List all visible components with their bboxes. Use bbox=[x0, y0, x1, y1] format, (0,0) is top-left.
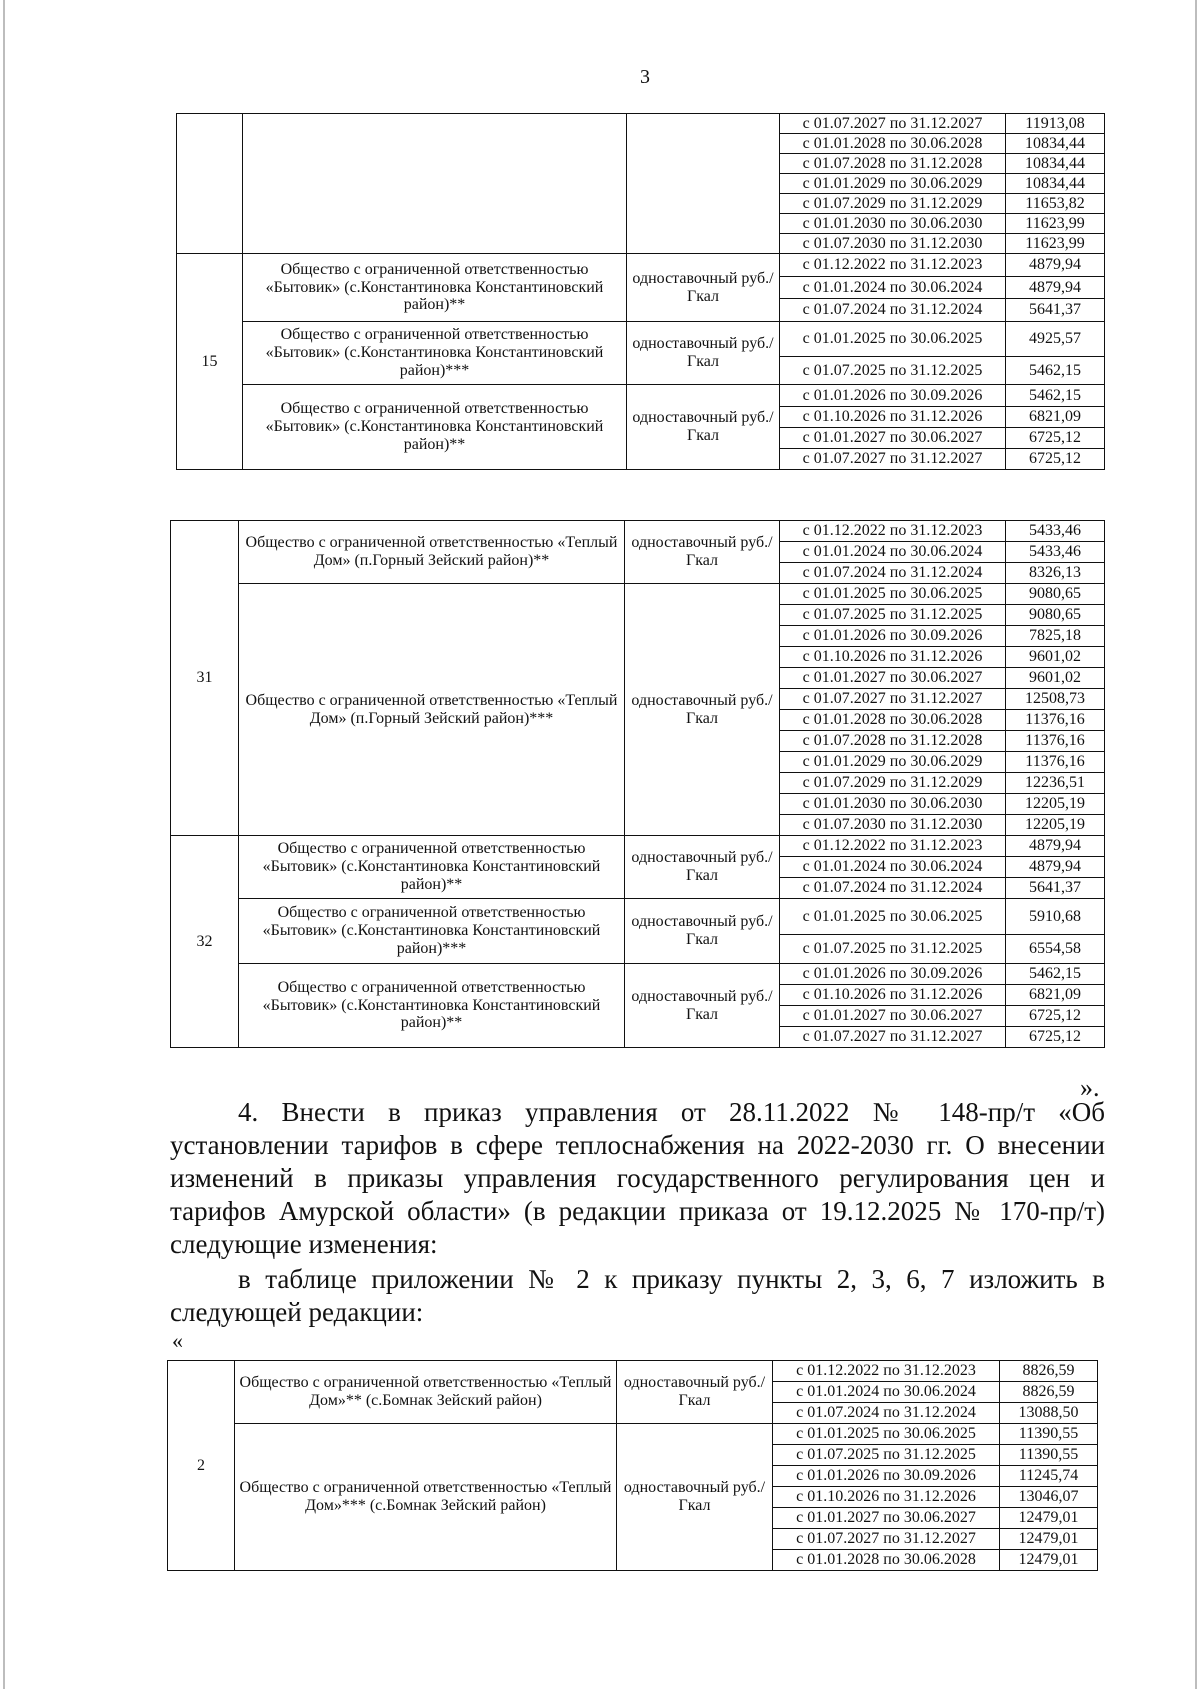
period-cell: с 01.01.2028 по 30.06.2028 bbox=[780, 134, 1006, 154]
item-number-cell: 2 bbox=[168, 1361, 235, 1571]
organization-cell: Общество с ограниченной ответственностью «Бытовик» (с.Константиновка Константиновский район)** bbox=[239, 836, 625, 899]
period-cell: с 01.07.2030 по 31.12.2030 bbox=[780, 815, 1006, 836]
tariff-value-cell: 5910,68 bbox=[1006, 899, 1105, 935]
tariff-value-cell: 5433,46 bbox=[1006, 542, 1105, 563]
period-cell: с 01.07.2024 по 31.12.2024 bbox=[773, 1403, 1000, 1424]
tariff-value-cell: 13088,50 bbox=[1000, 1403, 1098, 1424]
period-cell: с 01.01.2024 по 30.06.2024 bbox=[780, 542, 1006, 563]
tariff-value-cell: 6725,12 bbox=[1006, 1006, 1105, 1027]
closing-quote: ». bbox=[1080, 1073, 1100, 1102]
period-cell: с 01.07.2028 по 31.12.2028 bbox=[780, 731, 1006, 752]
tariff-value-cell: 4879,94 bbox=[1006, 857, 1105, 878]
period-cell: с 01.07.2024 по 31.12.2024 bbox=[780, 878, 1006, 899]
tariff-value-cell: 11390,55 bbox=[1000, 1445, 1098, 1466]
tariff-value-cell: 6725,12 bbox=[1006, 1027, 1105, 1048]
period-cell: с 01.01.2028 по 30.06.2028 bbox=[780, 710, 1006, 731]
organization-cell: Общество с ограниченной ответственностью «Бытовик» (с.Константиновка Константиновский район)** bbox=[243, 254, 627, 322]
tariff-value-cell: 12479,01 bbox=[1000, 1508, 1098, 1529]
tariff-value-cell: 5641,37 bbox=[1006, 878, 1105, 899]
table-row bbox=[177, 385, 1105, 407]
tariff-type-cell: одноставочный руб./Гкал bbox=[617, 1361, 773, 1424]
organization-cell: Общество с ограниченной ответственностью «Теплый Дом»*** (с.Бомнак Зейский район) bbox=[235, 1424, 617, 1571]
tariff-value-cell: 8826,59 bbox=[1000, 1361, 1098, 1382]
tariff-type-cell: одноставочный руб./Гкал bbox=[627, 322, 780, 385]
tariff-value-cell: 6821,09 bbox=[1006, 407, 1105, 428]
tariff-value-cell: 12479,01 bbox=[1000, 1529, 1098, 1550]
period-cell: с 01.01.2026 по 30.09.2026 bbox=[780, 385, 1006, 407]
period-cell: с 01.07.2029 по 31.12.2029 bbox=[780, 194, 1006, 214]
period-cell: с 01.01.2025 по 30.06.2025 bbox=[780, 584, 1006, 605]
tariff-value-cell: 4879,94 bbox=[1006, 836, 1105, 857]
table-row bbox=[171, 836, 1105, 857]
period-cell: с 01.12.2022 по 31.12.2023 bbox=[773, 1361, 1000, 1382]
organization-cell: Общество с ограниченной ответственностью «Бытовик» (с.Константиновка Константиновский район)** bbox=[243, 385, 627, 470]
tariff-type-cell: одноставочный руб./Гкал bbox=[627, 385, 780, 470]
table-row bbox=[168, 1424, 1098, 1445]
organization-cell bbox=[243, 114, 627, 254]
period-cell: с 01.07.2025 по 31.12.2025 bbox=[780, 935, 1006, 964]
period-cell: с 01.01.2027 по 30.06.2027 bbox=[780, 1006, 1006, 1027]
tariff-value-cell: 4879,94 bbox=[1006, 277, 1105, 299]
tariff-value-cell: 9601,02 bbox=[1006, 668, 1105, 689]
page-number: 3 bbox=[640, 66, 650, 88]
organization-cell: Общество с ограниченной ответственностью «Теплый Дом» (п.Горный Зейский район)** bbox=[239, 521, 625, 584]
period-cell: с 01.07.2027 по 31.12.2027 bbox=[780, 449, 1006, 470]
table-row bbox=[168, 1361, 1098, 1382]
tariff-value-cell: 7825,18 bbox=[1006, 626, 1105, 647]
paragraph-4: 4. Внести в приказ управления от 28.11.2022 № 148-пр/т «Об установлении тарифов в сфере теплоснабжения на 2022-2030 гг. О внесении изменений в приказы управления государственного регулирования цен и тарифов Амурской области» (в редакции приказа от 19.12.2025 № 170-пр/т) следующие изменения: bbox=[170, 1097, 1105, 1259]
tariff-value-cell: 11623,99 bbox=[1006, 234, 1105, 254]
period-cell: с 01.07.2024 по 31.12.2024 bbox=[780, 563, 1006, 584]
period-cell: с 01.01.2024 по 30.06.2024 bbox=[780, 277, 1006, 299]
period-cell: с 01.01.2026 по 30.09.2026 bbox=[780, 626, 1006, 647]
period-cell: с 01.07.2025 по 31.12.2025 bbox=[780, 357, 1006, 385]
organization-cell: Общество с ограниченной ответственностью «Бытовик» (с.Константиновка Константиновский район)*** bbox=[239, 899, 625, 964]
tariff-value-cell: 11376,16 bbox=[1006, 752, 1105, 773]
tariff-value-cell: 6725,12 bbox=[1006, 428, 1105, 449]
period-cell: с 01.12.2022 по 31.12.2023 bbox=[780, 521, 1006, 542]
tariff-table-items-31-32 bbox=[170, 520, 1105, 1048]
period-cell: с 01.01.2024 по 30.06.2024 bbox=[780, 857, 1006, 878]
tariff-value-cell: 11376,16 bbox=[1006, 731, 1105, 752]
tariff-value-cell: 5462,15 bbox=[1006, 385, 1105, 407]
tariff-value-cell: 6725,12 bbox=[1006, 449, 1105, 470]
period-cell: с 01.07.2029 по 31.12.2029 bbox=[780, 773, 1006, 794]
tariff-value-cell: 4925,57 bbox=[1006, 322, 1105, 357]
table-row bbox=[177, 322, 1105, 357]
tariff-table-continuation bbox=[176, 113, 1105, 470]
period-cell: с 01.10.2026 по 31.12.2026 bbox=[780, 985, 1006, 1006]
tariff-value-cell: 12479,01 bbox=[1000, 1550, 1098, 1571]
tariff-type-cell: одноставочный руб./Гкал bbox=[625, 964, 780, 1048]
item-number-cell bbox=[177, 114, 243, 254]
period-cell: с 01.10.2026 по 31.12.2026 bbox=[773, 1487, 1000, 1508]
tariff-value-cell: 11390,55 bbox=[1000, 1424, 1098, 1445]
tariff-value-cell: 5433,46 bbox=[1006, 521, 1105, 542]
period-cell: с 01.01.2026 по 30.09.2026 bbox=[780, 964, 1006, 985]
period-cell: с 01.01.2029 по 30.06.2029 bbox=[780, 174, 1006, 194]
tariff-value-cell: 6554,58 bbox=[1006, 935, 1105, 964]
period-cell: с 01.07.2030 по 31.12.2030 bbox=[780, 234, 1006, 254]
item-number-cell: 15 bbox=[177, 254, 243, 470]
table-row bbox=[177, 254, 1105, 277]
period-cell: с 01.07.2027 по 31.12.2027 bbox=[773, 1529, 1000, 1550]
tariff-type-cell: одноставочный руб./Гкал bbox=[627, 254, 780, 322]
period-cell: с 01.07.2025 по 31.12.2025 bbox=[780, 605, 1006, 626]
tariff-value-cell: 13046,07 bbox=[1000, 1487, 1098, 1508]
period-cell: с 01.01.2030 по 30.06.2030 bbox=[780, 794, 1006, 815]
tariff-value-cell: 5462,15 bbox=[1006, 357, 1105, 385]
period-cell: с 01.01.2026 по 30.09.2026 bbox=[773, 1466, 1000, 1487]
tariff-value-cell: 8826,59 bbox=[1000, 1382, 1098, 1403]
organization-cell: Общество с ограниченной ответственностью «Бытовик» (с.Константиновка Константиновский район)*** bbox=[243, 322, 627, 385]
tariff-value-cell: 6821,09 bbox=[1006, 985, 1105, 1006]
tariff-type-cell: одноставочный руб./Гкал bbox=[625, 584, 780, 836]
tariff-value-cell: 5462,15 bbox=[1006, 964, 1105, 985]
tariff-value-cell: 4879,94 bbox=[1006, 254, 1105, 277]
period-cell: с 01.01.2028 по 30.06.2028 bbox=[773, 1550, 1000, 1571]
tariff-value-cell: 11245,74 bbox=[1000, 1466, 1098, 1487]
tariff-type-cell: одноставочный руб./Гкал bbox=[625, 836, 780, 899]
tariff-value-cell: 11623,99 bbox=[1006, 214, 1105, 234]
period-cell: с 01.07.2028 по 31.12.2028 bbox=[780, 154, 1006, 174]
table-row bbox=[171, 899, 1105, 935]
period-cell: с 01.07.2027 по 31.12.2027 bbox=[780, 114, 1006, 134]
table-row bbox=[171, 964, 1105, 985]
period-cell: с 01.01.2025 по 30.06.2025 bbox=[780, 899, 1006, 935]
period-cell: с 01.01.2027 по 30.06.2027 bbox=[780, 428, 1006, 449]
organization-cell: Общество с ограниченной ответственностью «Теплый Дом» (п.Горный Зейский район)*** bbox=[239, 584, 625, 836]
tariff-value-cell: 11653,82 bbox=[1006, 194, 1105, 214]
item-number-cell: 32 bbox=[171, 836, 239, 1048]
scan-edge-left bbox=[3, 0, 5, 1689]
tariff-table-item-2 bbox=[167, 1360, 1098, 1571]
tariff-type-cell: одноставочный руб./Гкал bbox=[617, 1424, 773, 1571]
tariff-value-cell: 10834,44 bbox=[1006, 134, 1105, 154]
tariff-value-cell: 5641,37 bbox=[1006, 299, 1105, 322]
tariff-value-cell: 9601,02 bbox=[1006, 647, 1105, 668]
period-cell: с 01.12.2022 по 31.12.2023 bbox=[780, 836, 1006, 857]
tariff-value-cell: 12205,19 bbox=[1006, 815, 1105, 836]
period-cell: с 01.07.2025 по 31.12.2025 bbox=[773, 1445, 1000, 1466]
tariff-value-cell: 12205,19 bbox=[1006, 794, 1105, 815]
table-row bbox=[171, 521, 1105, 542]
tariff-value-cell: 9080,65 bbox=[1006, 584, 1105, 605]
tariff-value-cell: 10834,44 bbox=[1006, 154, 1105, 174]
organization-cell: Общество с ограниченной ответственностью «Бытовик» (с.Константиновка Константиновский район)** bbox=[239, 964, 625, 1048]
period-cell: с 01.07.2027 по 31.12.2027 bbox=[780, 1027, 1006, 1048]
tariff-type-cell: одноставочный руб./Гкал bbox=[625, 899, 780, 964]
period-cell: с 01.07.2027 по 31.12.2027 bbox=[780, 689, 1006, 710]
tariff-type-cell: одноставочный руб./Гкал bbox=[625, 521, 780, 584]
period-cell: с 01.01.2030 по 30.06.2030 bbox=[780, 214, 1006, 234]
tariff-value-cell: 10834,44 bbox=[1006, 174, 1105, 194]
period-cell: с 01.01.2029 по 30.06.2029 bbox=[780, 752, 1006, 773]
item-number-cell: 31 bbox=[171, 521, 239, 836]
period-cell: с 01.01.2024 по 30.06.2024 bbox=[773, 1382, 1000, 1403]
tariff-value-cell: 12236,51 bbox=[1006, 773, 1105, 794]
table-row bbox=[177, 114, 1105, 134]
period-cell: с 01.01.2027 по 30.06.2027 bbox=[773, 1508, 1000, 1529]
period-cell: с 01.01.2025 по 30.06.2025 bbox=[780, 322, 1006, 357]
scan-edge-right bbox=[1195, 0, 1197, 1689]
tariff-value-cell: 9080,65 bbox=[1006, 605, 1105, 626]
tariff-type-cell bbox=[627, 114, 780, 254]
period-cell: с 01.10.2026 по 31.12.2026 bbox=[780, 407, 1006, 428]
period-cell: с 01.01.2025 по 30.06.2025 bbox=[773, 1424, 1000, 1445]
period-cell: с 01.07.2024 по 31.12.2024 bbox=[780, 299, 1006, 322]
paragraph-5: в таблице приложении № 2 к приказу пункты 2, 3, 6, 7 изложить в следующей редакции: bbox=[170, 1264, 1105, 1327]
table-row bbox=[171, 584, 1105, 605]
period-cell: с 01.10.2026 по 31.12.2026 bbox=[780, 647, 1006, 668]
period-cell: с 01.01.2027 по 30.06.2027 bbox=[780, 668, 1006, 689]
organization-cell: Общество с ограниченной ответственностью «Теплый Дом»** (с.Бомнак Зейский район) bbox=[235, 1361, 617, 1424]
tariff-value-cell: 8326,13 bbox=[1006, 563, 1105, 584]
tariff-value-cell: 11913,08 bbox=[1006, 114, 1105, 134]
tariff-value-cell: 11376,16 bbox=[1006, 710, 1105, 731]
tariff-value-cell: 12508,73 bbox=[1006, 689, 1105, 710]
period-cell: с 01.12.2022 по 31.12.2023 bbox=[780, 254, 1006, 277]
opening-quote: « bbox=[172, 1328, 183, 1353]
